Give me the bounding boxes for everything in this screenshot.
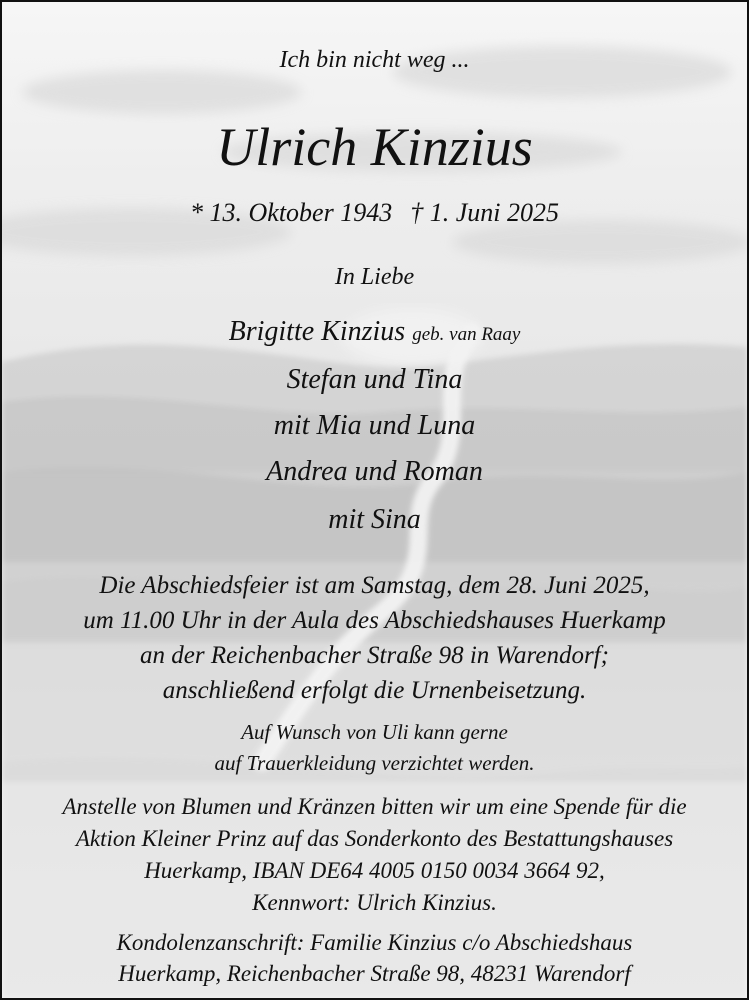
donation-line: Anstelle von Blumen und Kränzen bitten wir um eine Spende für die: [62, 794, 687, 819]
deceased-name: Ulrich Kinzius: [216, 117, 533, 177]
mourner-line: mit Sina: [328, 504, 421, 535]
life-dates: [2, 200, 747, 226]
donation-line: Aktion Kleiner Prinz auf das Sonderkonto des Bestattungshauses: [75, 826, 674, 851]
spouse-name: Brigitte Kinzius: [228, 316, 406, 347]
donation-line: Kennwort: Ulrich Kinzius.: [252, 890, 497, 915]
spouse-maiden-name: geb. van Raay: [412, 324, 521, 345]
death-date: † 1. Juni 2025: [410, 198, 559, 227]
mourner-spouse: [2, 318, 747, 346]
donation-line: Huerkamp, IBAN DE64 4005 0150 0034 3664 92,: [144, 858, 605, 883]
condolence-line: Kondolenzanschrift: Familie Kinzius c/o Abschiedshaus: [116, 930, 633, 955]
notice-text: [2, 2, 747, 998]
motto: Ich bin nicht weg ...: [279, 47, 470, 73]
service-line: um 11.00 Uhr in der Aula des Abschiedshauses Huerkamp: [83, 607, 666, 634]
service-line: an der Reichenbacher Straße 98 in Warendorf;: [140, 642, 609, 669]
mourner-line: Stefan und Tina: [286, 364, 463, 395]
birth-date: * 13. Oktober 1943: [190, 198, 393, 227]
wish-line: auf Trauerkleidung verzichtet werden.: [214, 751, 535, 775]
service-line: Die Abschiedsfeier ist am Samstag, dem 28. Juni 2025,: [99, 572, 650, 599]
mourner-line: Andrea und Roman: [266, 456, 483, 487]
mourner-line: mit Mia und Luna: [273, 410, 476, 441]
wish-line: Auf Wunsch von Uli kann gerne: [241, 720, 508, 744]
service-line: anschließend erfolgt die Urnenbeisetzung.: [162, 677, 587, 704]
condolence-line: Huerkamp, Reichenbacher Straße 98, 48231 Warendorf: [118, 961, 631, 986]
in-love-line: In Liebe: [334, 264, 415, 290]
